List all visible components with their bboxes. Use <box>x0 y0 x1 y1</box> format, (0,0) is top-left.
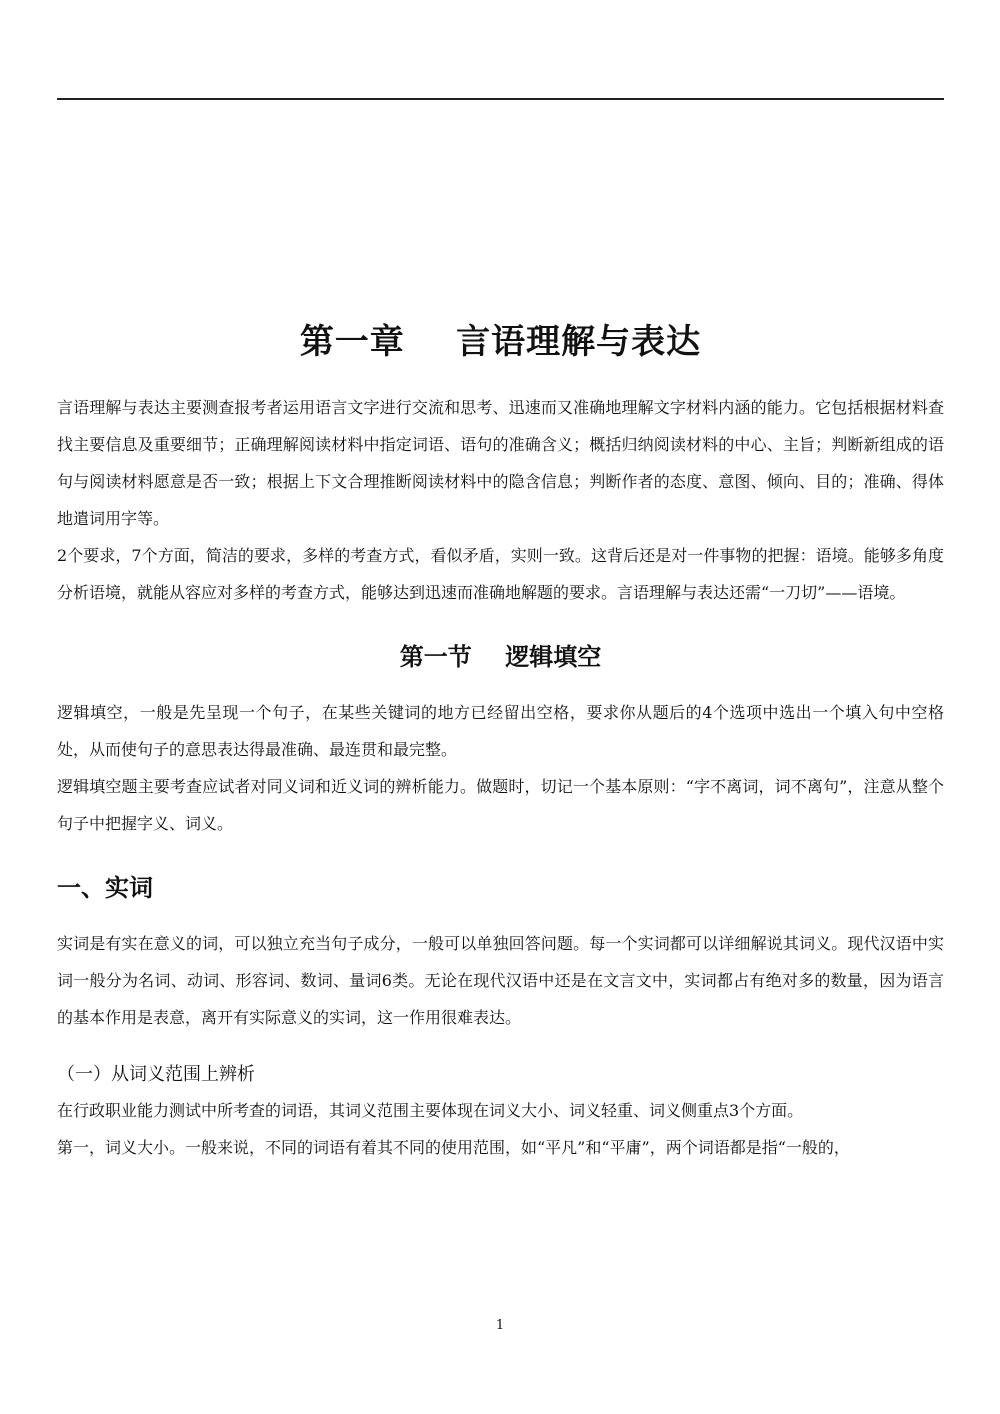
page-content <box>57 300 944 1166</box>
part-heading: 一、实词 <box>57 874 153 902</box>
subpart-heading: （一）从词义范围上辨析 <box>57 1064 255 1085</box>
page-number: 1 <box>495 1318 505 1333</box>
section-title: 第一节 逻辑填空 <box>399 643 602 671</box>
chapter-paragraph-2: 2个要求，7个方面，简洁的要求，多样的考查方式，看似矛盾，实则一致。这背后还是对一件事物的把握：语境。能够多角度分析语境，就能从容应对多样的考查方式，能够达到迅速而准确地解题的要求。言语理解与表达还需“一刀切”——语境。 <box>57 546 944 602</box>
part-paragraph: 实词是有实在意义的词，可以独立充当句子成分，一般可以单独回答问题。每一个实词都可以详细解说其词义。现代汉语中实词一般分为名词、动词、形容词、数词、量词6类。无论在现代汉语中还是在文言文中，实词都占有绝对多的数量，因为语言的基本作用是表意，离开有实际意义的实词，这一作用很难表达。 <box>57 934 944 1027</box>
chapter-paragraph-1: 言语理解与表达主要测查报考者运用语言文字进行交流和思考、迅速而又准确地理解文字材料内涵的能力。它包括根据材料查找主要信息及重要细节；正确理解阅读材料中指定词语、语句的准确含义；概括归纳阅读材料的中心、主旨；判断新组成的语句与阅读材料愿意是否一致；根据上下文合理推断阅读材料中的隐含信息；判断作者的态度、意图、倾向、目的；准确、得体地遣词用字等。 <box>57 398 944 528</box>
subpart-paragraph-2: 第一，词义大小。一般来说，不同的词语有着其不同的使用范围，如“平凡”和“平庸”，两个词语都是指“一般的， <box>57 1138 850 1157</box>
section-paragraph-1: 逻辑填空，一般是先呈现一个句子，在某些关键词的地方已经留出空格，要求你从题后的4个选项中选出一个填入句中空格处，从而使句子的意思表达得最准确、最连贯和最完整。 <box>57 703 944 759</box>
header-rule <box>57 98 944 100</box>
section-paragraph-2: 逻辑填空题主要考查应试者对同义词和近义词的辨析能力。做题时，切记一个基本原则：“字不离词，词不离句”，注意从整个句子中把握字义、词义。 <box>57 777 944 833</box>
subpart-paragraph-1: 在行政职业能力测试中所考查的词语，其词义范围主要体现在词义大小、词义轻重、词义侧重点3个方面。 <box>57 1101 804 1120</box>
chapter-title: 第一章 言语理解与表达 <box>299 322 702 362</box>
